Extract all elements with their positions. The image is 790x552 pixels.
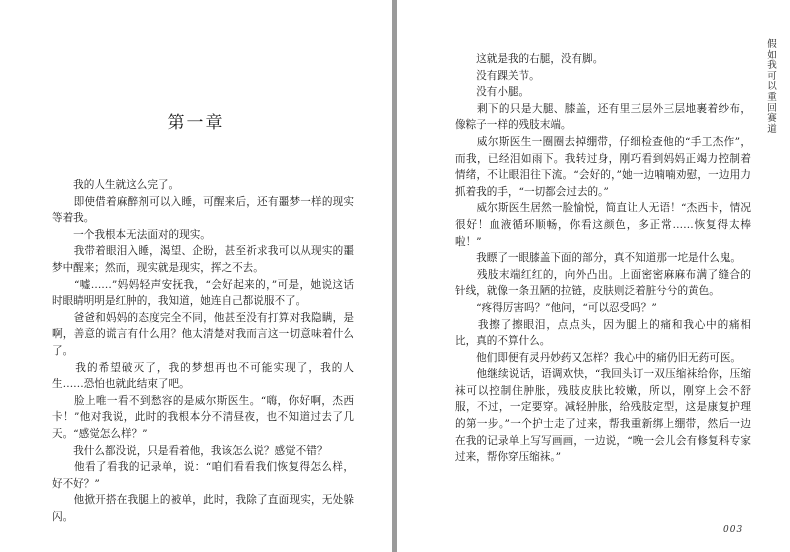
paragraph: “疼得厉害吗？”他问，“可以忍受吗？” [455,301,657,314]
paragraph: 残肢末端红红的，向外凸出。上面密密麻麻布满了缝合的针线，就像一条丑陋的拉链，皮肤则泛着脏兮兮的黄色。 [455,268,751,298]
paragraph: “嘘……”妈妈轻声安抚我，“会好起来的，”可是，她说这话时眼睛明明是红肿的，我知道，她连自己都说服不了。 [52,278,354,308]
running-title: 假如我可以重回赛道 [767,39,777,135]
paragraph: 我带着眼泪入睡，渴望、企盼，甚至祈求我可以从现实的噩梦中醒来；然而，现实就是现实，挥之不去。 [52,245,354,274]
paragraph: 我的希望破灭了，我的梦想再也不可能实现了，我的人生……恐怕也就此结束了吧。 [52,361,354,391]
paragraph: 没有小腿。 [455,86,530,99]
paragraph: 一个我根本无法面对的现实。 [52,228,211,241]
paragraph: 我什么都没说，只是看着他，我该怎么说？感觉不错？ [52,444,328,457]
paragraph: 即使借着麻醉剂可以入睡，可醒来后，还有噩梦一样的现实等着我。 [52,195,354,225]
paragraph: 这就是我的右腿，没有脚。 [455,53,604,65]
left-page-body [52,177,354,525]
paragraph: 爸爸和妈妈的态度完全不同，他甚至没有打算对我隐瞒，是啊，善意的谎言有什么用？他太清楚对我而言这一切意味着什么了。 [52,311,354,357]
left-page [0,0,392,552]
paragraph: 他看了看我的记录单，说：“咱们看看我们恢复得怎么样，好不好？” [52,461,354,490]
paragraph: 我擦了擦眼泪，点点头，因为腿上的痛和我心中的痛相比，真的不算什么。 [455,318,751,348]
paragraph: 他们即便有灵丹妙药又怎样？我心中的痛仍旧无药可医。 [455,351,742,364]
paragraph: 他掀开搭在我腿上的被单，此时，我除了直面现实，无处躲闪。 [52,494,354,523]
chapter-title: 第一章 [167,113,225,133]
paragraph: 脸上唯一看不到愁容的是威尔斯医生。“嗨，你好啊，杰西卡！”他对我说，此时的我根本分不清昼夜，也不知道过去了几天。“感觉怎么样？” [52,394,354,440]
right-page-body [455,51,751,466]
page-number: 003 [723,525,744,535]
paragraph: 威尔斯医生居然一脸愉悦，简直让人无语！“杰西卡，情况很好！血液循环顺畅，你看这颜色，多正常……恢复得太棒啦！” [455,202,751,248]
paragraph: 他继续说话，语调欢快，“我回头订一双压缩袜给你，压缩袜可以控制住肿胀，残肢皮肤比较嫩，所以，刚穿上会不舒服，不过，一定要穿。减轻肿胀，给残肢定型，这是康复护理的第一步。”一个护士走了过来，帮我重新绑上绷带，然后一边在我的记录单上写写画画，一边说，“晚一会儿会有修复科专家过来，帮你穿压缩袜。” [455,368,751,464]
paragraph: 没有踝关节。 [455,69,540,82]
paragraph: 我的人生就这么完了。 [52,179,180,191]
paragraph: 威尔斯医生一圈圈去掉绷带，仔细检查他的“手工杰作”，而我，已经泪如雨下。我转过身，刚巧看到妈妈正竭力控制着情绪，不让眼泪往下流。“会好的，”她一边喃喃劝慰，一边用力抓着我的手，“一切都会过去的。” [455,135,751,198]
paragraph: 我瞟了一眼膝盖下面的部分，真不知道那一坨是什么鬼。 [455,252,742,265]
paragraph: 剩下的只是大腿、膝盖，还有里三层外三层地裹着纱布，像粽子一样的残肢末端。 [455,102,751,132]
